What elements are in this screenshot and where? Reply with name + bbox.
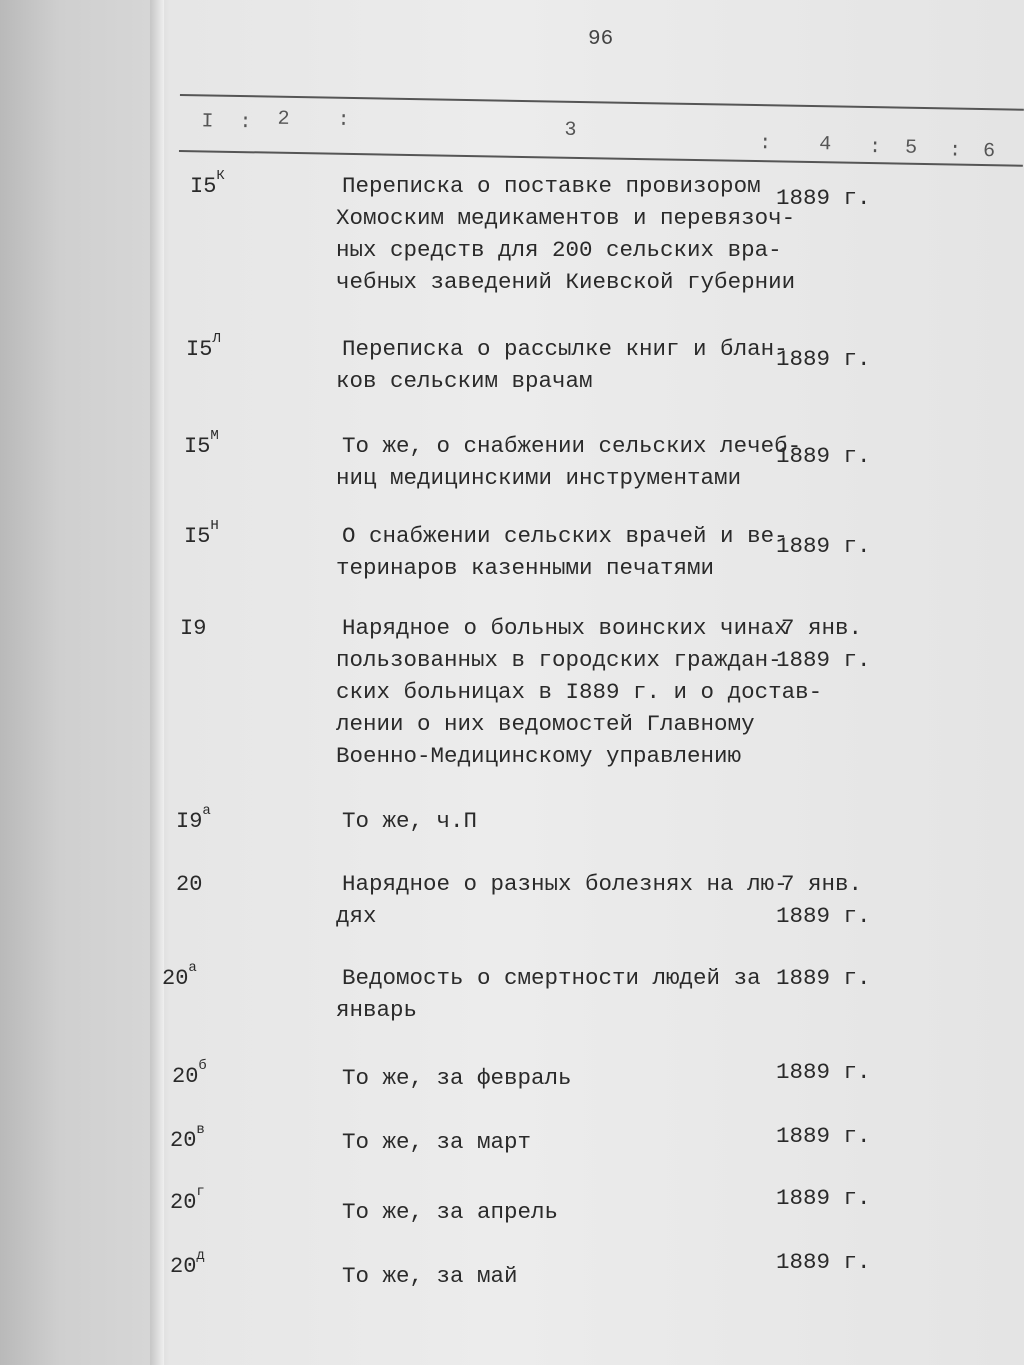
description-line: То же, о снабжении сельских лечеб-: [342, 433, 802, 459]
item-date: [776, 182, 871, 214]
item-date: [776, 343, 871, 375]
item-letter: М: [210, 428, 219, 444]
item-description: [338, 868, 788, 932]
item-number-base: 20: [172, 1064, 199, 1089]
item-number-base: 20: [170, 1254, 197, 1279]
date-line: 1889 г.: [776, 1249, 871, 1275]
description-line: дях: [336, 903, 377, 929]
description-line: ков сельским врачам: [336, 368, 593, 394]
item-description: [338, 1260, 518, 1292]
col-6-label: 6: [982, 140, 996, 164]
item-letter: Н: [210, 518, 219, 534]
item-number: [170, 1184, 205, 1215]
item-date: [776, 440, 871, 472]
item-description: [338, 520, 788, 584]
date-line: 1889 г.: [776, 965, 871, 991]
date-line: 1889 г.: [776, 1185, 871, 1211]
date-line: 1889 г.: [776, 1123, 871, 1149]
item-description: [338, 805, 477, 837]
col-sep: :: [868, 136, 882, 160]
item-letter: д: [196, 1248, 205, 1264]
item-date: [776, 1120, 871, 1152]
item-description: [338, 1126, 531, 1158]
item-number-base: I5: [190, 174, 217, 199]
table-header: [179, 92, 1024, 179]
date-line: 1889 г.: [776, 185, 871, 211]
item-number-base: I5: [184, 434, 211, 459]
date-line: 1889 г.: [776, 533, 871, 559]
item-date: [776, 530, 871, 562]
description-line: То же, за апрель: [342, 1199, 559, 1225]
description-line: То же, за февраль: [342, 1065, 572, 1091]
item-letter: в: [196, 1122, 205, 1138]
item-number: [184, 518, 219, 549]
item-description: [338, 612, 822, 772]
description-line: Переписка о поставке провизором: [342, 173, 761, 199]
item-date: [776, 1182, 871, 1214]
page-number: 96: [588, 28, 614, 51]
item-date: [776, 1246, 871, 1278]
item-description: [338, 170, 795, 298]
description-line: ниц медицинскими инструментами: [336, 465, 742, 491]
item-number-base: I5: [184, 524, 211, 549]
description-line: чебных заведений Киевской губернии: [336, 269, 796, 295]
item-description: [338, 1196, 558, 1228]
date-line: 1889 г.: [776, 443, 871, 469]
item-date: [776, 612, 871, 676]
description-line: ских больницах в I889 г. и о достав-: [336, 679, 823, 705]
col-4-label: 4: [818, 133, 832, 157]
description-line: Ведомость о смертности людей за: [342, 965, 761, 991]
item-description: [338, 333, 788, 397]
col-5-label: 5: [904, 136, 918, 160]
description-line: теринаров казенными печатями: [336, 555, 715, 581]
item-number: [176, 872, 202, 897]
date-line: 7 янв.: [780, 871, 862, 897]
col-1-label: I: [201, 110, 214, 134]
item-date: [776, 1056, 871, 1088]
item-number-base: I9: [176, 809, 203, 834]
description-line: январь: [336, 997, 418, 1023]
item-letter: К: [216, 168, 225, 184]
description-line: То же, ч.П: [342, 808, 478, 834]
date-line: 1889 г.: [776, 903, 871, 929]
header-bottom-rule: [179, 150, 1023, 167]
col-sep: :: [337, 108, 350, 132]
date-line: 7 янв.: [780, 615, 862, 641]
item-date: [776, 962, 871, 994]
item-letter: Л: [212, 331, 221, 347]
date-line: 1889 г.: [776, 647, 871, 673]
item-number: [170, 1248, 205, 1279]
item-date: [776, 868, 871, 932]
item-number: [176, 803, 211, 834]
col-2-label: 2: [277, 107, 290, 131]
item-letter: а: [188, 960, 197, 976]
item-number-base: 20: [176, 872, 203, 897]
description-line: То же, за март: [342, 1129, 532, 1155]
item-number-base: I9: [180, 616, 207, 641]
item-letter: а: [202, 803, 211, 819]
description-line: Военно-Медицинскому управлению: [336, 743, 742, 769]
col-sep: :: [239, 111, 252, 135]
description-line: пользованных в городских граждан-: [336, 647, 782, 673]
item-description: [338, 962, 761, 1026]
description-line: Переписка о рассылке книг и блан-: [342, 336, 788, 362]
item-number-base: 20: [170, 1190, 197, 1215]
description-line: О снабжении сельских врачей и ве-: [342, 523, 788, 549]
description-line: Хомоским медикаментов и перевязоч-: [336, 205, 796, 231]
item-number: [190, 168, 225, 199]
item-number-base: I5: [186, 337, 213, 362]
item-letter: б: [198, 1058, 207, 1074]
description-line: Нарядное о больных воинских чинах: [342, 615, 788, 641]
description-line: лении о них ведомостей Главному: [336, 711, 755, 737]
item-description: [338, 430, 801, 494]
item-number: [170, 1122, 205, 1153]
page-fold: [150, 0, 164, 1365]
col-sep: :: [758, 132, 772, 156]
item-number: [186, 331, 221, 362]
item-letter: г: [196, 1184, 205, 1200]
item-number-base: 20: [162, 966, 189, 991]
item-number: [162, 960, 197, 991]
header-top-rule: [180, 94, 1024, 111]
date-line: 1889 г.: [776, 1059, 871, 1085]
description-line: То же, за май: [342, 1263, 518, 1289]
item-number-base: 20: [170, 1128, 197, 1153]
item-description: [338, 1062, 572, 1094]
item-number: [184, 428, 219, 459]
description-line: ных средств для 200 сельских вра-: [336, 237, 782, 263]
col-3-label: 3: [564, 118, 577, 142]
col-sep: :: [948, 139, 962, 163]
description-line: Нарядное о разных болезнях на лю-: [342, 871, 788, 897]
date-line: 1889 г.: [776, 346, 871, 372]
item-number: [180, 616, 206, 641]
item-number: [172, 1058, 207, 1089]
